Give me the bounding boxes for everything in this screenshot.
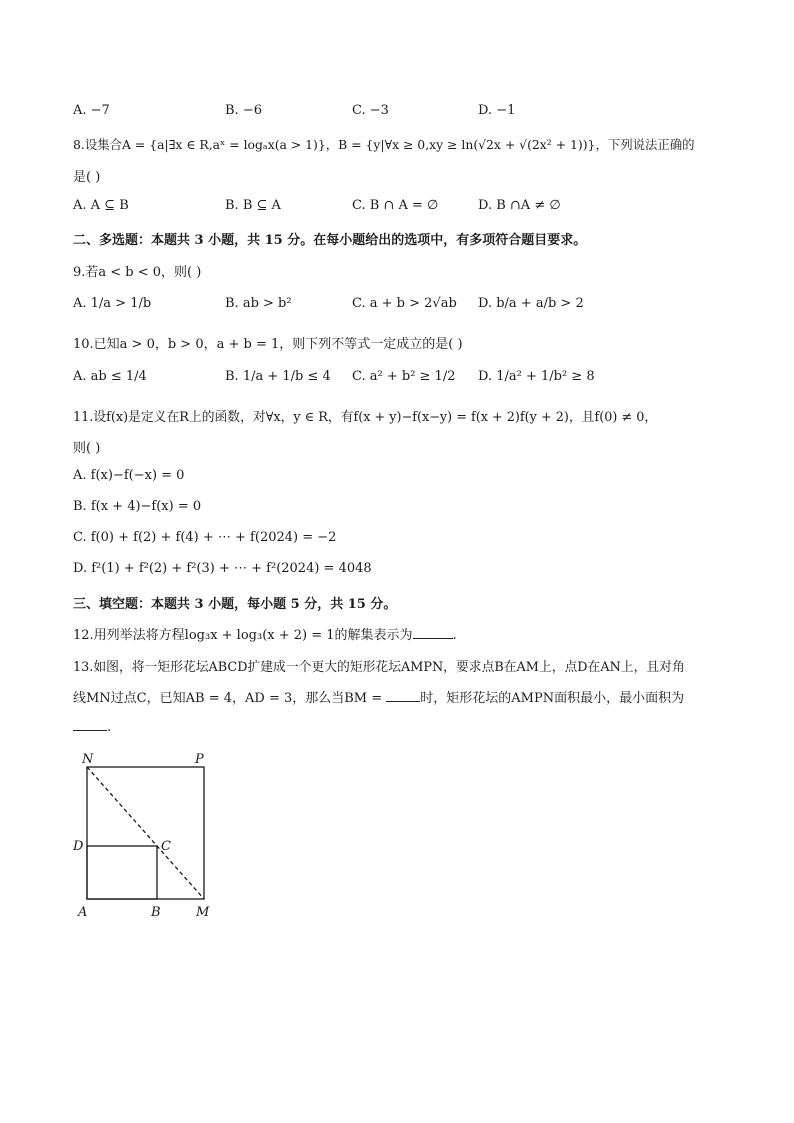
q11-option-c: C. f(0) + f(2) + f(4) + ⋯ + f(2024) = −2: [73, 530, 337, 545]
q13-line3-end: .: [107, 720, 112, 735]
q13-line2: [73, 687, 684, 706]
inner-rectangle-abcd: [87, 846, 157, 899]
q11-option-d: D. f²(1) + f²(2) + f²(3) + ⋯ + f²(2024) = 4048: [73, 561, 372, 576]
q10-option-d: D. 1/a² + 1/b² ≥ 8: [478, 369, 595, 384]
label-c: C: [161, 839, 171, 854]
q7-option-a: A. −7: [73, 103, 110, 118]
diagonal-mn: [87, 767, 204, 899]
q13-line2-rest: 时，矩形花坛的AMPN面积最小，最小面积为: [420, 691, 685, 706]
q8-option-c: C. B ∩ A = ∅: [352, 198, 439, 213]
q13-line3: [73, 718, 111, 735]
q7-option-b: B. −6: [225, 103, 262, 118]
q13-answer-blank-area: [73, 718, 107, 731]
q11-stem-line2: 则( ): [73, 441, 101, 456]
q8-option-d: D. B ∩A ≠ ∅: [478, 198, 561, 213]
q10-option-a: A. ab ≤ 1/4: [73, 369, 147, 384]
label-p: P: [195, 752, 204, 767]
q13-answer-blank-bm: [386, 689, 420, 702]
q13-line2-text: 线MN过点C，已知AB = 4，AD = 3，那么当BM =: [73, 691, 387, 706]
q9-option-a: A. 1/a > 1/b: [73, 296, 152, 311]
label-d: D: [73, 839, 84, 854]
q10-stem: 10.已知a > 0，b > 0，a + b = 1，则下列不等式一定成立的是( ): [73, 337, 463, 352]
q11-stem-line1: 11.设f(x)是定义在R上的函数，对∀x，y ∈ R，有f(x + y)−f(x−y) = f(x + 2)f(y + 2)，且f(0) ≠ 0，: [73, 410, 658, 425]
q10-option-c: C. a² + b² ≥ 1/2: [352, 369, 456, 384]
q11-option-b: B. f(x + 4)−f(x) = 0: [73, 499, 202, 514]
label-n: N: [82, 752, 94, 767]
rectangle-figure: [70, 745, 220, 925]
label-m: M: [196, 905, 210, 920]
q8-stem-line2: 是( ): [73, 170, 101, 185]
section3-header: 三、填空题：本题共 3 小题，每小题 5 分，共 15 分。: [73, 597, 397, 612]
q12-answer-blank: [413, 626, 453, 639]
q9-stem: 9.若a < b < 0，则( ): [73, 265, 202, 280]
label-a: A: [78, 905, 88, 920]
label-b: B: [151, 905, 161, 920]
q11-option-a: A. f(x)−f(−x) = 0: [73, 468, 185, 483]
q9-option-c: C. a + b > 2√ab: [352, 296, 457, 311]
q10-option-b: B. 1/a + 1/b ≤ 4: [225, 369, 331, 384]
q9-option-b: B. ab > b²: [225, 296, 292, 311]
q12-stem-text: 12.用列举法将方程log₃x + log₃(x + 2) = 1的解集表示为: [73, 628, 413, 643]
q8-option-a: A. A ⊆ B: [73, 198, 129, 213]
q8-stem-line1: 8.设集合A = {a|∃x ∈ R,aˣ = logₐx(a > 1)}，B = {y|∀x ≥ 0,xy ≥ ln(√2x + √(2x² + 1))}，下列说法正确的: [73, 137, 695, 152]
q12-stem: [73, 624, 457, 643]
q9-option-d: D. b/a + a/b > 2: [478, 296, 584, 311]
q12-stem-end: .: [452, 628, 457, 643]
q8-option-b: B. B ⊆ A: [225, 198, 281, 213]
q13-line1: 13.如图，将一矩形花坛ABCD扩建成一个更大的矩形花坛AMPN，要求点B在AM上，点D在AN上，且对角: [73, 660, 685, 675]
q7-option-d: D. −1: [478, 103, 516, 118]
section2-header: 二、多选题：本题共 3 小题，共 15 分。在每小题给出的选项中，有多项符合题目要求。: [73, 233, 587, 248]
q7-option-c: C. −3: [352, 103, 389, 118]
